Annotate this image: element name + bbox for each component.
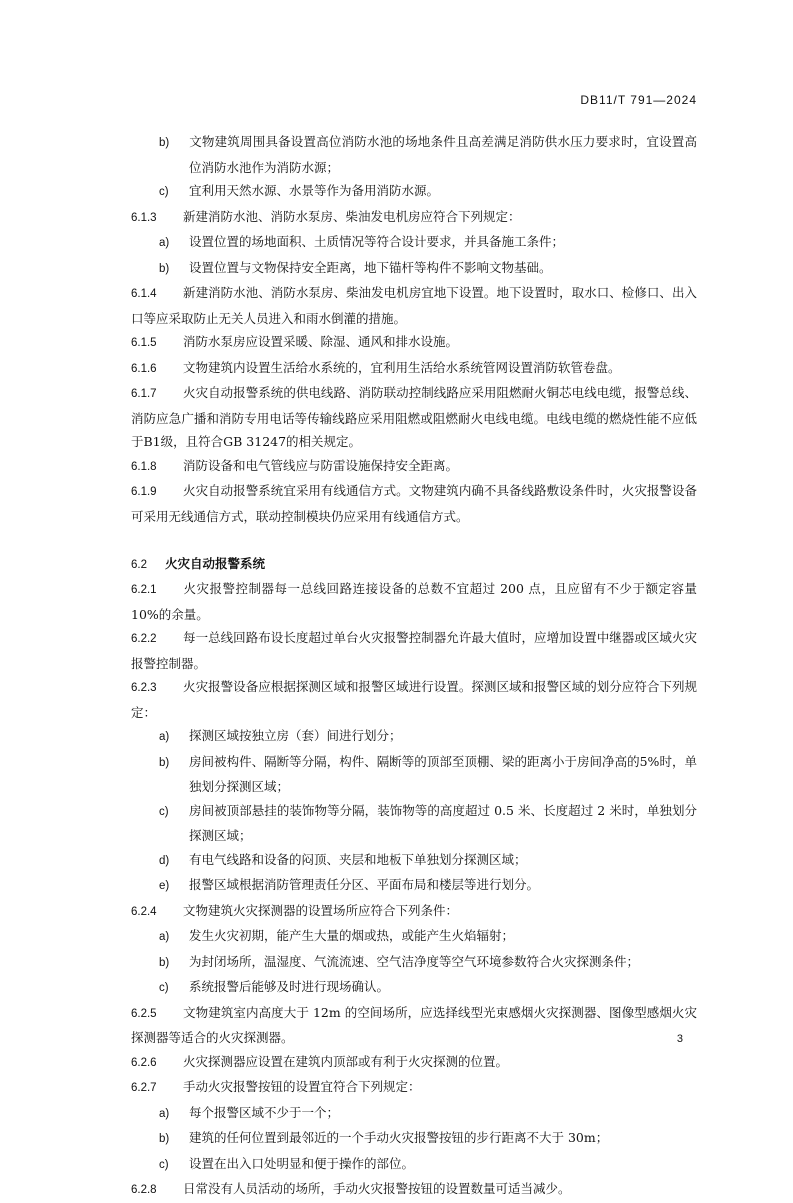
clause-text: 文物建筑火灾探测器的设置场所应符合下列条件：	[183, 902, 459, 918]
clause-text: 新建消防水池、消防水泵房、柴油发电机房宜地下设置。地下设置时，取水口、检修口、出入口等应采取防止无关人员进入和雨水倒灌的措施。	[131, 285, 697, 326]
clause-number: 6.1.4	[131, 288, 157, 300]
item-text: 每个报警区域不少于一个；	[189, 1104, 340, 1120]
list-item	[131, 256, 697, 282]
clause-paragraph	[131, 1177, 697, 1203]
clause-paragraph	[131, 899, 697, 925]
list-item-label: a)	[159, 237, 170, 249]
clause-text: 文物建筑室内高度大于 12m 的空间场所，应选择线型光束感烟火灾探测器、图像型感烟火灾探测器等适合的火灾探测器。	[131, 1004, 697, 1045]
item-text: 设置在出入口处明显和便于操作的部位。	[189, 1155, 415, 1171]
list-item-label: c)	[159, 982, 169, 994]
clause-paragraph	[131, 1001, 697, 1050]
clause-number: 6.2.4	[131, 905, 157, 918]
clause-paragraph	[131, 1050, 697, 1076]
clause-number: 6.1.6	[131, 362, 157, 375]
clause-text: 消防水泵房应设置采暖、除湿、通风和排水设施。	[183, 334, 459, 349]
item-text: 系统报警后能够及时进行现场确认。	[189, 979, 390, 994]
section-heading	[131, 552, 697, 578]
list-item	[131, 230, 697, 256]
clause-text: 火灾报警设备应根据探测区域和报警区域进行设置。探测区域和报警区域的划分应符合下列规定：	[131, 679, 697, 720]
list-item-label: b)	[159, 956, 170, 969]
clause-text: 日常没有人员活动的场所，手动火灾报警按钮的设置数量可适当减少。	[183, 1181, 571, 1196]
clause-number: 6.1.9	[131, 486, 157, 498]
list-item	[131, 1126, 697, 1152]
list-item	[131, 179, 697, 205]
item-text: 有电气线路和设备的闷顶、夹层和地板下单独划分探测区域；	[189, 851, 527, 867]
list-item	[131, 799, 697, 848]
standard-code: DB11/T 791—2024	[580, 93, 697, 107]
item-text: 发生火灾初期，能产生大量的烟或热，或能产生火焰辐射；	[189, 928, 515, 943]
list-item	[131, 1101, 697, 1127]
list-item-label: e)	[159, 880, 170, 892]
item-text: 报警区域根据消防管理责任分区、平面布局和楼层等进行划分。	[189, 877, 540, 892]
clause-text: 火灾探测器应设置在建筑内顶部或有利于火灾探测的位置。	[183, 1053, 509, 1069]
section-text: 火灾自动报警系统	[165, 555, 266, 571]
item-text: 房间被构件、隔断等分隔，构件、隔断等的顶部至顶棚、梁的距离小于房间净高的5%时，单独划分探测区域；	[189, 753, 697, 794]
clause-text: 手动火灾报警按钮的设置宜符合下列规定：	[183, 1079, 421, 1094]
clause-text: 文物建筑内设置生活给水系统的，宜利用生活给水系统管网设置消防软管卷盘。	[183, 359, 621, 375]
item-text: 房间被顶部悬挂的装饰物等分隔，装饰物等的高度超过 0.5 米、长度超过 2 米时，单独划分探测区域；	[189, 802, 697, 843]
list-item	[131, 1152, 697, 1178]
item-text: 为封闭场所，温湿度、气流流速、空气洁净度等空气环境参数符合火灾探测条件；	[189, 953, 640, 969]
clause-paragraph	[131, 330, 697, 356]
list-item-label: c)	[159, 186, 169, 198]
section-number: 6.2	[131, 558, 147, 571]
clause-number: 6.1.3	[131, 211, 157, 224]
clause-number: 6.2.3	[131, 682, 157, 694]
list-item	[131, 975, 697, 1001]
list-item	[131, 873, 697, 899]
clause-number: 6.1.5	[131, 337, 157, 349]
clause-paragraph	[131, 1075, 697, 1101]
list-item-label: a)	[159, 1107, 170, 1120]
item-text: 设置位置与文物保持安全距离，地下锚杆等构件不影响文物基础。	[189, 259, 552, 275]
list-item	[131, 848, 697, 874]
item-text: 建筑的任何位置到最邻近的一个手动火灾报警按钮的步行距离不大于 30m；	[189, 1130, 609, 1145]
clause-paragraph	[131, 281, 697, 330]
clause-number: 6.1.8	[131, 460, 157, 473]
list-item-label: c)	[159, 805, 169, 818]
clause-text: 每一总线回路布设长度超过单台火灾报警控制器允许最大值时，应增加设置中继器或区域火灾报警控制器。	[131, 630, 697, 671]
clause-paragraph	[131, 381, 697, 454]
clause-number: 6.2.5	[131, 1007, 157, 1020]
item-text: 设置位置的场地面积、土质情况等符合设计要求，并具备施工条件；	[189, 234, 565, 249]
list-item	[131, 724, 697, 750]
page-number: 3	[676, 1033, 683, 1045]
clause-text: 火灾自动报警系统宜采用有线通信方式。文物建筑内确不具备线路敷设条件时，火灾报警设备可采用无线通信方式，联动控制模块仍应采用有线通信方式。	[131, 483, 697, 524]
clause-paragraph	[131, 577, 697, 626]
clause-number: 6.2.8	[131, 1184, 157, 1196]
item-text: 探测区域按独立房（套）间进行划分；	[189, 728, 402, 743]
clause-number: 6.2.2	[131, 633, 157, 645]
list-item-label: b)	[159, 1133, 170, 1145]
clause-number: 6.2.1	[131, 584, 157, 596]
list-item-label: a)	[159, 731, 170, 743]
list-item	[131, 750, 697, 799]
item-text: 宜利用天然水源、水景等作为备用消防水源。	[189, 183, 440, 198]
list-item-label: d)	[159, 854, 170, 867]
clause-text: 消防设备和电气管线应与防雷设施保持安全距离。	[183, 457, 459, 473]
clause-paragraph	[131, 626, 697, 675]
document-body	[131, 130, 697, 1203]
list-item-label: b)	[159, 756, 170, 769]
list-item	[131, 130, 697, 179]
clause-paragraph	[131, 479, 697, 528]
clause-text: 新建消防水池、消防水泵房、柴油发电机房应符合下列规定：	[183, 208, 521, 224]
item-text: 文物建筑周围具备设置高位消防水池的场地条件且高差满足消防供水压力要求时，宜设置高位消防水池作为消防水源；	[189, 134, 697, 175]
clause-paragraph	[131, 675, 697, 724]
clause-text: 火灾报警控制器每一总线回路连接设备的总数不宜超过 200 点，且应留有不少于额定容量10%的余量。	[131, 581, 697, 622]
list-item-label: a)	[159, 931, 170, 943]
list-item-label: c)	[159, 1158, 169, 1171]
clause-number: 6.2.6	[131, 1056, 157, 1069]
list-item-label: b)	[159, 137, 170, 149]
clause-number: 6.2.7	[131, 1082, 157, 1094]
list-item	[131, 924, 697, 950]
clause-number: 6.1.7	[131, 388, 157, 400]
clause-paragraph	[131, 454, 697, 480]
list-item	[131, 950, 697, 976]
clause-text: 火灾自动报警系统的供电线路、消防联动控制线路应采用阻燃耐火铜芯电线电缆，报警总线、消防应急广播和消防专用电话等传输线路应采用阻燃或阻燃耐火电线电缆。电线电缆的燃烧性能不应低于B1级，且符合GB 31247的相关规定。	[131, 385, 697, 449]
clause-paragraph	[131, 356, 697, 382]
clause-paragraph	[131, 205, 697, 231]
list-item-label: b)	[159, 262, 170, 275]
